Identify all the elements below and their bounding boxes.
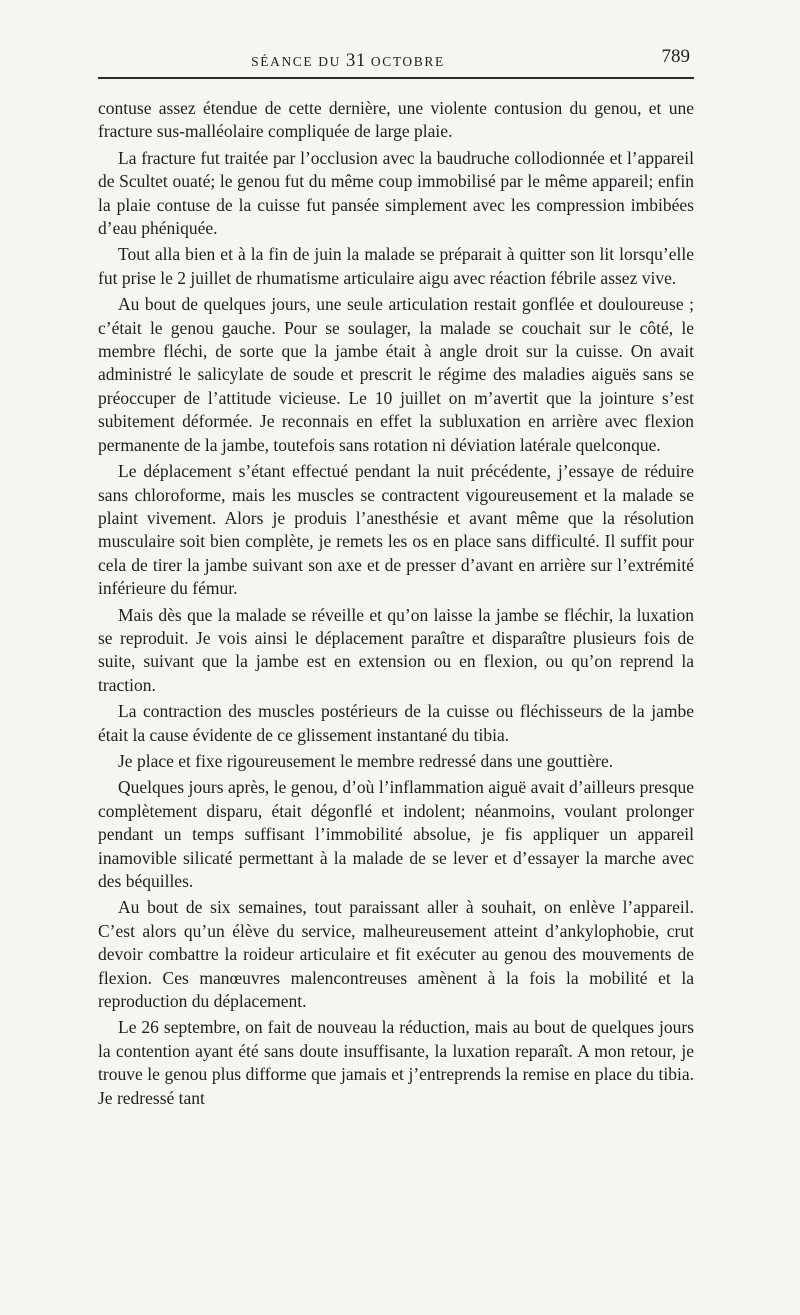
page-number: 789 (661, 46, 690, 67)
paragraph-1: contuse assez étendue de cette dernière, une violente contusion du genou, et une fracture sus-malléolaire compliquée de large plaie. (98, 98, 694, 142)
paragraph-9: Quelques jours après, le genou, d’où l’inflammation aiguë avait d’ailleurs presque complètement disparu, était dégonflé et indolent; néanmoins, voulant prolonger pendant un temps suffisant l’immobilité absolue, je fis appliquer un appareil inamovible silicaté permettant à la malade de se lever et d’essayer la marche avec des béquilles. (98, 777, 694, 891)
paragraph-11: Le 26 septembre, on fait de nouveau la réduction, mais au bout de quelques jours la contention ayant été sans doute insuffisante, la luxation reparaît. A mon retour, je trouve le genou plus difforme que jamais et j’entreprends la remise en place du tibia. Je redressé tant (98, 1017, 694, 1108)
running-head-title-pre: SÉANCE DU (251, 54, 346, 69)
paragraph-5: Le déplacement s’étant effectué pendant la nuit précédente, j’essaye de réduire sans chloroforme, mais les muscles se contractent vigoureusement et la malade se plaint vivement. Alors je produis l’anesthésie et avant même que la résolution musculaire soit bien complète, je remets les os en place sans difficulté. Il suffit pour cela de tirer la jambe suivant son axe et de presser d’avant en arrière sur l’extrémité inférieure du fémur. (98, 461, 694, 599)
running-head (98, 44, 694, 74)
running-head-title-post: OCTOBRE (365, 54, 445, 69)
paragraph-7: La contraction des muscles postérieurs de la cuisse ou fléchisseurs de la jambe était la cause évidente de ce glissement instantané du tibia. (98, 701, 694, 745)
paragraph-10: Au bout de six semaines, tout paraissant aller à souhait, on enlève l’appareil. C’est alors qu’un élève du service, malheureusement atteint d’ankylophobie, crut devoir combattre la roideur articulaire et fit exécuter au genou des mouvements de flexion. Ces manœuvres malencontreuses amènent à la fois la mobilité et la reproduction du déplacement. (98, 897, 694, 1012)
body-text (98, 97, 694, 1113)
paragraph-4: Au bout de quelques jours, une seule articulation restait gonflée et douloureuse ; c’était le genou gauche. Pour se soulager, la malade se couchait sur le côté, le membre fléchi, de sorte que la jambe était à angle droit sur la cuisse. On avait administré le salicylate de soude et prescrit le régime des maladies aiguës sans se préoccuper de l’attitude vicieuse. Le 10 juillet on m’avertit que la jointure s’est subitement déformée. Je reconnais en effet la subluxation en arrière avec flexion permanente de la jambe, toutefois sans rotation ni déviation latérale quelconque. (98, 294, 694, 455)
running-head-title (98, 50, 598, 72)
paragraph-2: La fracture fut traitée par l’occlusion avec la baudruche collodionnée et l’appareil de Scultet ouaté; le genou fut du même coup immobilisé par le même appareil; enfin la plaie contuse de la cuisse fut pansée simplement avec les compression imbibées d’eau phéniquée. (98, 147, 694, 239)
paragraph-3: Tout alla bien et à la fin de juin la malade se préparait à quitter son lit lorsqu’elle fut prise le 2 juillet de rhumatisme articulaire aigu avec réaction fébrile assez vive. (98, 244, 694, 288)
header-rule (98, 77, 694, 79)
paragraph-8: Je place et fixe rigoureusement le membre redressé dans une gouttière. (118, 750, 614, 771)
running-head-day: 31 (345, 50, 366, 71)
paragraph-6: Mais dès que la malade se réveille et qu’on laisse la jambe se fléchir, la luxation se reproduit. Je vois ainsi le déplacement paraître et disparaître plusieurs fois de suite, suivant que la jambe est en extension ou en flexion, ou qu’on reprend la traction. (98, 604, 694, 695)
